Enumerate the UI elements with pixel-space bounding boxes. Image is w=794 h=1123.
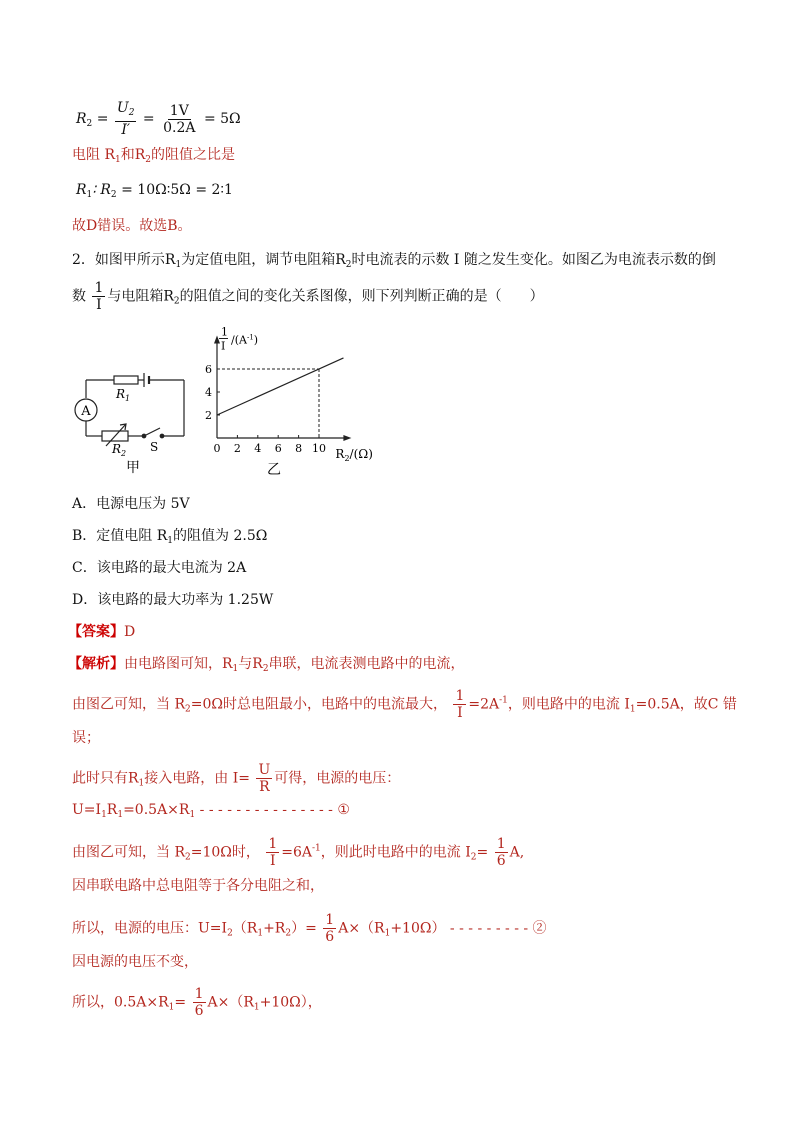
x-tick-label: 10 (312, 442, 326, 455)
analysis-line-4: 此时只有$R_1$接入电路，由 I= $\frac{U}{R}$ 可得，电源的电压： (72, 762, 401, 795)
option-a[interactable]: A．电源电压为 5V (72, 496, 190, 512)
data-line (217, 358, 343, 415)
question-line-1: 2．如图甲所示$R_1$为定值电阻，调节电阻箱$R_2$时电流表的示数 I 随之发生变化。如图乙为电流表示数的倒 (72, 252, 716, 270)
question-line-2: 数 $\frac{1}{I}$ 与电阻箱$R_2$的阻值之间的变化关系图像，则下列判断正确的是（ ） (72, 280, 544, 313)
circuit-caption: 甲 (126, 460, 140, 476)
option-c[interactable]: C．该电路的最大电流为 2A (72, 560, 247, 576)
figure (70, 318, 410, 480)
option-d[interactable]: D．该电路的最大功率为 1.25W (72, 592, 274, 608)
resistance-ratio-equation: $R_1∶$ $R_2$ = 10Ω∶5Ω = 2∶1 (76, 182, 233, 200)
answer-value: D (124, 624, 136, 640)
u2-over-i-fraction: $\frac{U_2}{I'}$ (116, 100, 135, 138)
analysis-line-7: 因串联电路中总电阻等于各分电阻之和， (72, 878, 324, 894)
circuit-diagram (75, 373, 184, 446)
analysis-line-6: 由图乙可知，当 $R_2=10\Omega$时， $\frac{1}{I}$ $=6A^{-1}$，则此时电路中的电流 $I_2=$ $\frac{1}{6}$ A, (72, 836, 525, 869)
graph-caption: 乙 (267, 462, 281, 478)
switch-label: S (150, 440, 159, 454)
x-tick-label: 4 (254, 442, 262, 455)
x-tick-label: 6 (274, 442, 282, 455)
analysis-line-3: 误； (72, 730, 100, 746)
analysis-line-1: 【解析】由电路图可知，$R_1$与$R_2$串联，电流表测电路中的电流， (68, 656, 465, 674)
y-axis-label-denominator: I (221, 339, 226, 353)
analysis-line-10: 所以，$0.5A\times R_1=$ $\frac{1}{6}$ $A\times(R_1+10\Omega)$， (72, 986, 322, 1019)
r2-label: $R_2$ (112, 442, 127, 458)
resistance-ratio-intro: 电阻 $R_1$和$R_2$的阻值之比是 (72, 147, 236, 165)
analysis-line-8: 所以，电源的电压：$U=I_2(R_1+R_2)=$ $\frac{1}{6}$ $A\times(R_1+10\Omega)$ - - - - - - - - - ② (72, 912, 547, 945)
r2-equation: $R_2$ = $\frac{U_2}{I'}$ = $\frac{1V}{0.2A}$ = 5Ω (76, 100, 241, 138)
y-tick-label: 4 (205, 386, 212, 399)
y-tick-label: 6 (205, 363, 212, 376)
x-tick-label: 2 (233, 442, 241, 455)
option-b[interactable]: B．定值电阻 $R_1$的阻值为 2.5Ω (72, 528, 268, 546)
ammeter-label: A (81, 404, 91, 419)
analysis-line-5: $U=I_1R_1=0.5A\times R_1$ - - - - - - - - - - - - - - - ① (72, 802, 350, 820)
resistor-r1 (114, 376, 138, 384)
previous-conclusion: 故D错误。故选B。 (72, 218, 192, 234)
value-fraction: $\frac{1V}{0.2A}$ (163, 102, 196, 136)
y-axis-arrow (214, 336, 220, 344)
x-axis-label: $R_2/(\Omega)$ (335, 447, 373, 463)
x-tick-label: 8 (295, 442, 303, 455)
graph (205, 326, 373, 464)
y-axis-label-numerator: 1 (221, 325, 228, 339)
answer-line (68, 622, 135, 642)
x-axis-arrow (343, 435, 351, 441)
x-tick-label: 0 (213, 442, 221, 455)
y-tick-label: 2 (205, 409, 212, 422)
analysis-tag: 【解析】 (68, 656, 124, 672)
reciprocal-current-fraction: $\frac{1}{I}$ (94, 280, 104, 313)
answer-tag: 【答案】 (68, 624, 124, 640)
switch-s (146, 428, 160, 435)
r1-label: $R_1$ (116, 387, 131, 403)
analysis-line-2: 由图乙可知，当 $R_2=0\Omega$时总电阻最小，电路中的电流最大， $\frac{1}{I}$ $=2A^{-1}$，则电路中的电流 $I_1=0.5A$，故C 错 (72, 688, 737, 721)
y-axis-label-unit: $/(A^{-1})$ (231, 333, 259, 347)
analysis-line-9: 因电源的电压不变， (72, 954, 198, 970)
